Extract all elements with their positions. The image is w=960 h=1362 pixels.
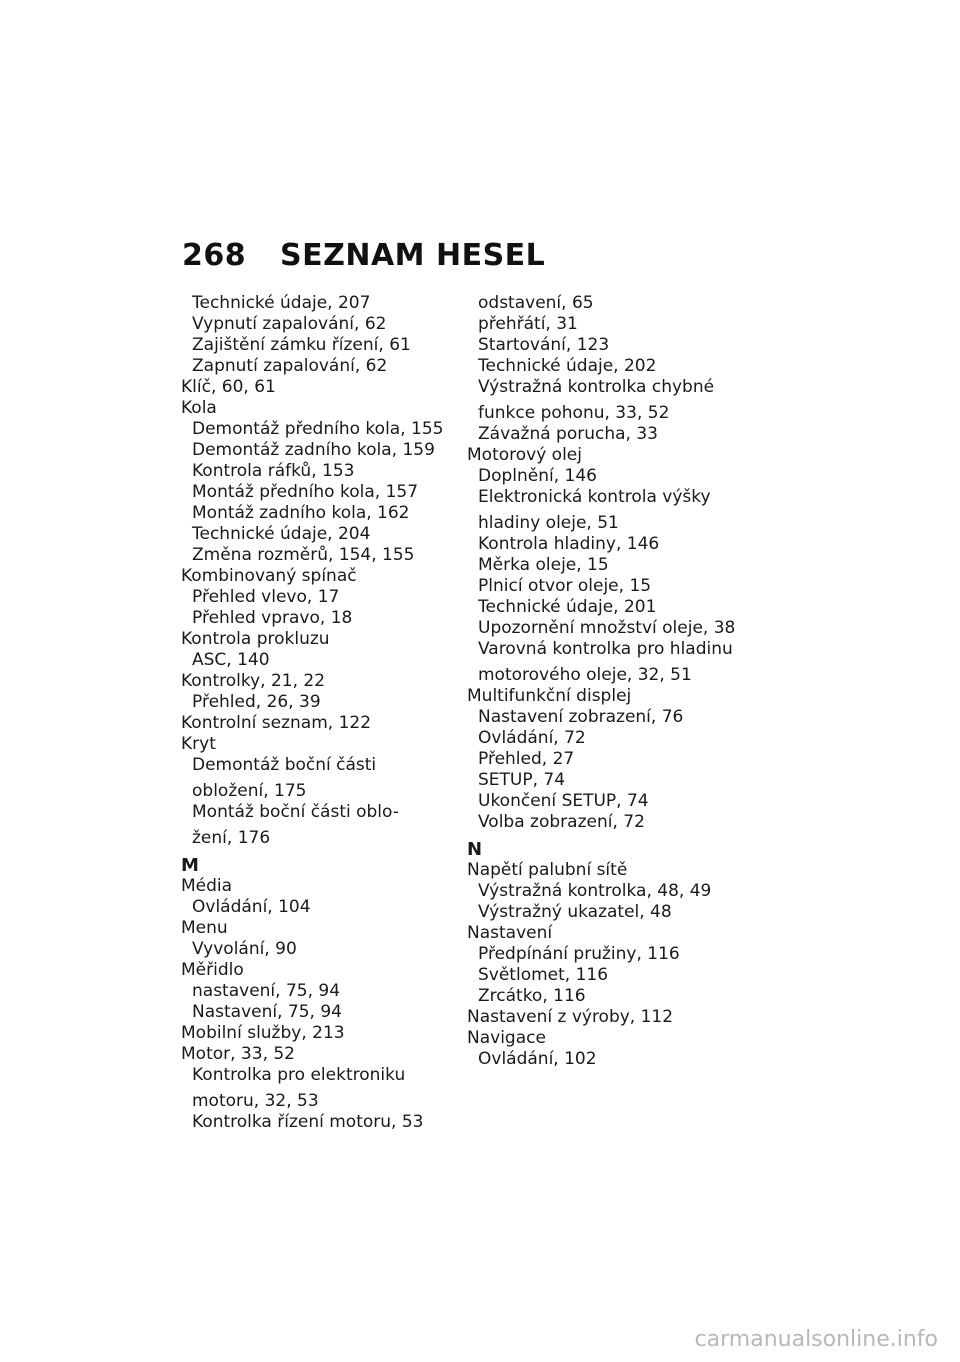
index-subentry: Technické údaje, 202 <box>478 356 657 376</box>
index-entry: Kryt <box>181 734 216 754</box>
index-subentry: Měrka oleje, 15 <box>478 555 609 575</box>
index-subentry: Kontrolka pro elektroniku <box>192 1065 406 1085</box>
index-subentry: Závažná porucha, 33 <box>478 424 658 444</box>
index-subentry: Vyvolání, 90 <box>192 939 297 959</box>
page-header <box>182 238 545 273</box>
index-subentry: Plnicí otvor oleje, 15 <box>478 576 652 596</box>
index-subentry: Světlomet, 116 <box>478 965 609 985</box>
index-subentry: hladiny oleje, 51 <box>478 513 619 533</box>
index-subentry: Volba zobrazení, 72 <box>478 812 645 832</box>
index-column-left <box>181 293 461 1133</box>
index-subentry: Doplnění, 146 <box>478 466 597 486</box>
index-entry: Klíč, 60, 61 <box>181 377 276 397</box>
section-letter: N <box>467 839 483 860</box>
index-subentry: funkce pohonu, 33, 52 <box>478 403 670 423</box>
page-number: 268 <box>182 238 247 273</box>
index-subentry: Upozornění množství oleje, 38 <box>478 618 736 638</box>
index-entry: Nastavení <box>467 923 553 943</box>
index-subentry: nastavení, 75, 94 <box>192 981 341 1001</box>
index-subentry: Technické údaje, 201 <box>478 597 657 617</box>
index-subentry: Ukončení SETUP, 74 <box>478 791 649 811</box>
index-subentry: Technické údaje, 204 <box>192 524 371 544</box>
index-entry: Média <box>181 876 233 896</box>
index-subentry: obložení, 175 <box>192 781 307 801</box>
index-subentry: Kontrola ráfků, 153 <box>192 461 355 481</box>
index-subentry: Demontáž předního kola, 155 <box>192 419 444 439</box>
index-entry: Napětí palubní sítě <box>467 860 628 880</box>
index-subentry: Výstražný ukazatel, 48 <box>478 902 672 922</box>
index-subentry: Přehled vpravo, 18 <box>192 608 353 628</box>
index-subentry: Výstražná kontrolka chybné <box>478 377 715 397</box>
watermark: carmanualsonline.info <box>694 1327 938 1352</box>
index-subentry: Vypnutí zapalování, 62 <box>192 314 387 334</box>
index-subentry: Přehled vlevo, 17 <box>192 587 340 607</box>
index-subentry: Demontáž zadního kola, 159 <box>192 440 435 460</box>
index-subentry: Zajištění zámku řízení, 61 <box>192 335 411 355</box>
index-entry: Měřidlo <box>181 960 244 980</box>
index-subentry: Varovná kontrolka pro hladinu <box>478 639 733 659</box>
index-entry: Menu <box>181 918 228 938</box>
page-title: SEZNAM HESEL <box>280 238 546 273</box>
index-subentry: Zapnutí zapalování, 62 <box>192 356 388 376</box>
index-subentry: Změna rozměrů, 154, 155 <box>192 545 415 565</box>
index-subentry: Ovládání, 72 <box>478 728 586 748</box>
index-subentry: odstavení, 65 <box>478 293 594 313</box>
index-subentry: Zrcátko, 116 <box>478 986 586 1006</box>
index-subentry: motorového oleje, 32, 51 <box>478 665 692 685</box>
index-subentry: Přehled, 27 <box>478 749 575 769</box>
index-subentry: Demontáž boční části <box>192 755 377 775</box>
index-entry: Kola <box>181 398 217 418</box>
index-subentry: Ovládání, 102 <box>478 1049 597 1069</box>
index-entry: Mobilní služby, 213 <box>181 1023 345 1043</box>
index-subentry: motoru, 32, 53 <box>192 1091 319 1111</box>
index-subentry: Elektronická kontrola výšky <box>478 487 711 507</box>
index-entry: Navigace <box>467 1028 546 1048</box>
index-subentry: Montáž zadního kola, 162 <box>192 503 410 523</box>
index-entry: Nastavení z výroby, 112 <box>467 1007 674 1027</box>
index-entry: Motor, 33, 52 <box>181 1044 296 1064</box>
index-entry: Kontrolky, 21, 22 <box>181 671 326 691</box>
index-subentry: přehřátí, 31 <box>478 314 578 334</box>
index-subentry: Nastavení zobrazení, 76 <box>478 707 684 727</box>
index-entry: Motorový olej <box>467 445 582 465</box>
index-subentry: Ovládání, 104 <box>192 897 311 917</box>
index-subentry: Výstražná kontrolka, 48, 49 <box>478 881 712 901</box>
section-letter: M <box>181 855 199 876</box>
index-column-right <box>467 293 747 1070</box>
index-subentry: ASC, 140 <box>192 650 270 670</box>
index-subentry: Předpínání pružiny, 116 <box>478 944 680 964</box>
index-subentry: SETUP, 74 <box>478 770 566 790</box>
index-subentry: žení, 176 <box>192 828 271 848</box>
index-entry: Kombinovaný spínač <box>181 566 357 586</box>
index-entry: Kontrola prokluzu <box>181 629 330 649</box>
index-subentry: Přehled, 26, 39 <box>192 692 321 712</box>
index-subentry: Nastavení, 75, 94 <box>192 1002 342 1022</box>
index-subentry: Kontrola hladiny, 146 <box>478 534 660 554</box>
index-entry: Kontrolní seznam, 122 <box>181 713 372 733</box>
index-subentry: Montáž boční části oblo- <box>192 802 399 822</box>
index-subentry: Kontrolka řízení motoru, 53 <box>192 1112 424 1132</box>
index-subentry: Montáž předního kola, 157 <box>192 482 419 502</box>
index-entry: Multifunkční displej <box>467 686 632 706</box>
index-subentry: Startování, 123 <box>478 335 610 355</box>
index-subentry: Technické údaje, 207 <box>192 293 371 313</box>
